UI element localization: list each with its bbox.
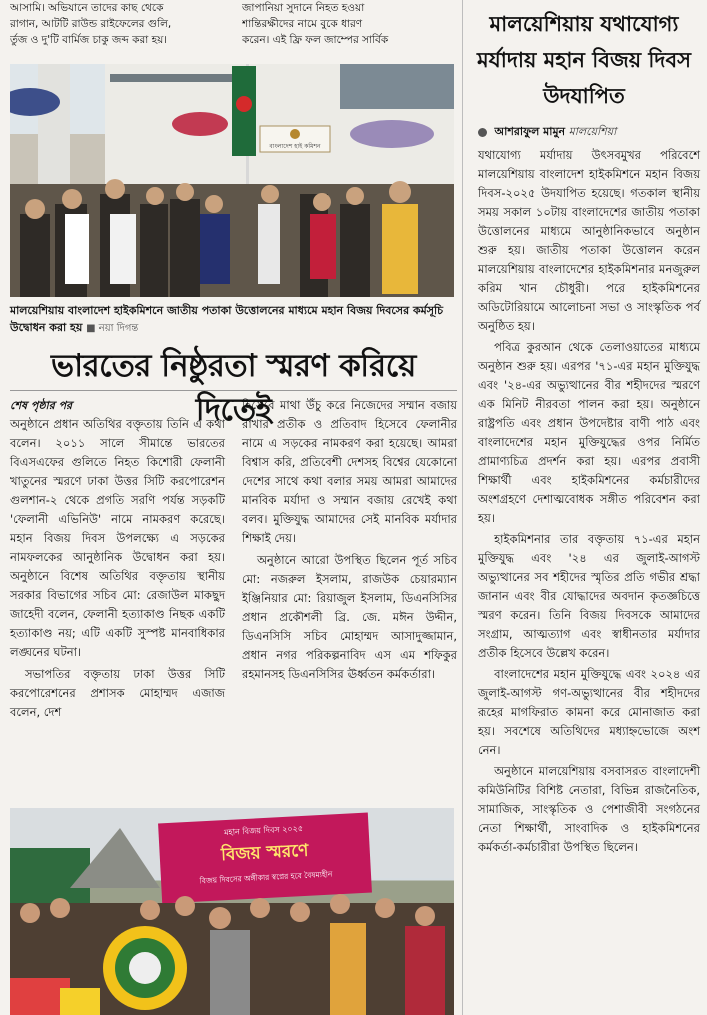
photo1-caption: [10, 302, 457, 337]
right-article-paragraph: হাইকমিশনার তার বক্তৃতায় ৭১-এর মহান মুক্তিযুদ্ধ এবং '২৪ এর জুলাই-আগস্ট অভ্যুত্থানের সব শহীদের স্মৃতির প্রতি গভীর শ্রদ্ধা জানান এবং বীর যোদ্ধাদের অবদান কৃতজ্ঞচিত্তে স্মরণ করেন। তিনি বিজয় দিবসকে আমাদের সংগ্রাম, আত্মত্যাগ এবং স্বাধীনতার মর্যাদার প্রতীক হিসেবে উল্লেখ করেন।: [478, 532, 700, 660]
column-divider: [462, 0, 463, 1015]
right-article-paragraph: পবিত্র কুরআন থেকে তেলাওয়াতের মাধ্যমে অনুষ্ঠান শুরু হয়। এরপর '৭১-এর মহান মুক্তিযুদ্ধ এবং '২৪-এর অভ্যুত্থানের বীর শহীদদের স্মরণে এক মিনিট নীরবতা পালন করা হয়। অনুষ্ঠানে রাষ্ট্রপতি এবং প্রধান উপদেষ্টার বাণী পাঠ এবং বাংলাদেশের মহান মুক্তিযুদ্ধের ওপর নির্মিত প্রামাণ্যচিত্র প্রদর্শন করা হয়। এরপর প্রবাসী শিক্ষার্থী এবং হাইকমিশনের কর্মচারীদের অংশগ্রহণে দেশাত্মবোধক সঙ্গীত পরিবেশন করা হয়।: [478, 340, 700, 525]
headline-rule: [10, 390, 457, 391]
byline-location: মালয়েশিয়া: [568, 125, 617, 138]
left-article-column-2: [242, 396, 457, 687]
left-article-column-1: [10, 396, 225, 725]
banner-top-text: মহান বিজয় দিবস ২০২৫: [223, 823, 304, 838]
flag-hoisting-photo: [10, 64, 454, 297]
banner-sub-text: বিজয় দিবসের অঙ্গীকার স্বপ্নের হবে বৈষম্যহীন: [199, 869, 333, 886]
photo1-caption-text: মালয়েশিয়ায় বাংলাদেশ হাইকমিশনে জাতীয় পতাকা উত্তোলনের মাধ্যমে মহান বিজয় দিবসের কর্মসূচি উদ্বোধন করা হয়: [10, 304, 444, 334]
byline: [478, 124, 700, 140]
right-article-title: মালয়েশিয়ায় যথাযোগ্য মর্যাদায় মহান বিজয় দিবস উদযাপিত: [476, 12, 692, 108]
right-article-paragraph: অনুষ্ঠানে মালয়েশিয়ায় বসবাসরত বাংলাদেশী কমিউনিটির বিশিষ্ট নেতারা, বিভিন্ন রাজনৈতিক, সামাজিক, সাংস্কৃতিক ও পেশাজীবী সংগঠনের নেতা শিক্ষার্থী, সাংবাদিক ও হাইকমিশনের কর্মকর্তা-কর্মচারীরা উপস্থিত ছিলেন।: [478, 764, 700, 854]
left-article-paragraph: অনুষ্ঠানে আরো উপস্থিত ছিলেন পূর্ত সচিব মো: নজরুল ইসলাম, রাজউক চেয়ারম্যান ইঞ্জিনিয়ার মো: রিয়াজুল ইসলাম, ডিএনসিসির প্রধান প্রকৌশলী ব্রি. জে. মঈন উদ্দীন, ডিএনসিসি সচিব মোহাম্মদ আসাদুজ্জামান, প্রধান নগর পরিকল্পনাবিদ এস এম শফিকুর রহমানসহ ডিএনসিসির ঊর্ধ্বতন কর্মকর্তারা।: [242, 553, 457, 681]
continued-from-label: শেষ পৃষ্ঠার পর: [10, 399, 73, 412]
byline-author: আশরাফুল মামুন: [494, 125, 566, 138]
flag-hoisting-illustration: [10, 64, 454, 297]
bullet-icon: [478, 128, 487, 137]
top-fragment-left: আসামি। অভিযানে তাদের কাছ থেকে রাগান, আটটি রাউন্ড রাইফেলের গুলি, র্তুজ ও দু'টি বার্মিজ চাকু জব্দ করা হয়।: [10, 2, 172, 46]
wreath-laying-photo: [10, 808, 454, 1015]
banner-main-text: বিজয় স্মরণে: [220, 840, 309, 866]
left-column: [10, 0, 457, 1015]
left-article-paragraph: হিসেবে মাথা উঁচু করে নিজেদের সম্মান বজায় রাখার প্রতীক ও প্রতিবাদ হিসেবে ফেলানীর নামে এ সড়কের নামকরণ করা হয়েছে। আমরা বিশ্বাস করি, প্রতিবেশী দেশসহ বিশ্বের যেকোনো দেশের সাথে কথা বলার সময় আমরা আমাদের মানবিক মর্যাদা ও সম্মান বজায় রেখেই কথা বলব। মুক্তিযুদ্ধ আমাদের সেই মানবিক মর্যাদার শিক্ষাই দেয়।: [242, 398, 457, 545]
top-fragment-right: জাপানিয়া সুদানে নিহত হওয়া শান্তিরক্ষীদের নামে বুকে ধারণ করেন। এই ফ্রি ফল জাম্পের সার্বিক: [242, 2, 389, 46]
right-article-body: [478, 146, 700, 859]
left-article-paragraph: অনুষ্ঠানে প্রধান অতিথির বক্তৃতায় তিনি এ কথা বলেন। ২০১১ সালে সীমান্তে ভারতের বিএসএফের গুলিতে নিহত কিশোরী ফেলানী খাতুনের স্মরণে ঢাকা উত্তর সিটি করপোরেশন গুলশান-২ থেকে প্রগতি সরণি পর্যন্ত সড়কটি 'ফেলানী এভিনিউ' নামে নামকরণ করেছে। মহান বিজয় দিবস উপলক্ষ্যে এ সড়কের নামফলকের আনুষ্ঠানিক উদ্বোধন করা হয়। অনুষ্ঠানে বিশেষ অতিথির বক্তৃতায় স্থানীয় সরকার বিভাগের সচিব মো: রেজাউল মাকছুদ জাহেদী বলেন, ফেলানী হত্যাকাণ্ড নিছক একটি হত্যাকাণ্ড নয়; এটি একটি সুস্পষ্ট মানবাধিকার লঙ্ঘনের ঘটনা।: [10, 417, 225, 659]
left-article-paragraph: সভাপতির বক্তৃতায় ঢাকা উত্তর সিটি করপোরেশনের প্রশাসক মোহাম্মদ এজাজ বলেন, দেশ: [10, 667, 225, 719]
right-article-paragraph: যথাযোগ্য মর্যাদায় উৎসবমুখর পরিবেশে মালয়েশিয়ায় বাংলাদেশ হাইকমিশনে মহান বিজয় দিবস-২০২৫ উদযাপিত হয়েছে। গতকাল স্থানীয় সময় সকাল ১০টায় বাংলাদেশের জাতীয় পতাকা উত্তোলনের মাধ্যমে আনুষ্ঠানিকভাবে অনুষ্ঠান শুরু হয়। জাতীয় পতাকা উত্তোলন করেন মালয়েশিয়ায় বাংলাদেশের হাইকমিশনার মনজুরুল করিম খান চৌধুরী। পরে হাইকমিশনের অডিটোরিয়ামে আলোচনা সভা ও সাংস্কৃতিক পর্ব অনুষ্ঠিত হয়।: [478, 148, 700, 333]
right-column: [468, 0, 700, 1015]
left-article-headline: ভারতের নিষ্ঠুরতা স্মরণ করিয়ে দিতেই: [51, 348, 416, 428]
building-sign: বাংলাদেশ হাই কমিশন: [269, 143, 321, 150]
right-article-paragraph: বাংলাদেশের মহান মুক্তিযুদ্ধে এবং ২০২৪ এর জুলাই-আগস্ট গণ-অভ্যুত্থানের বীর শহীদদের রূহের মাগফিরাত কামনা করে মোনাজাত করা হয়। সবশেষে অতিথিদের মধ্যাহ্নভোজে অংশ নেন।: [478, 667, 700, 757]
photo1-caption-source: ■ নয়া দিগন্ত: [86, 323, 139, 334]
wreath-laying-illustration: [10, 808, 454, 1015]
